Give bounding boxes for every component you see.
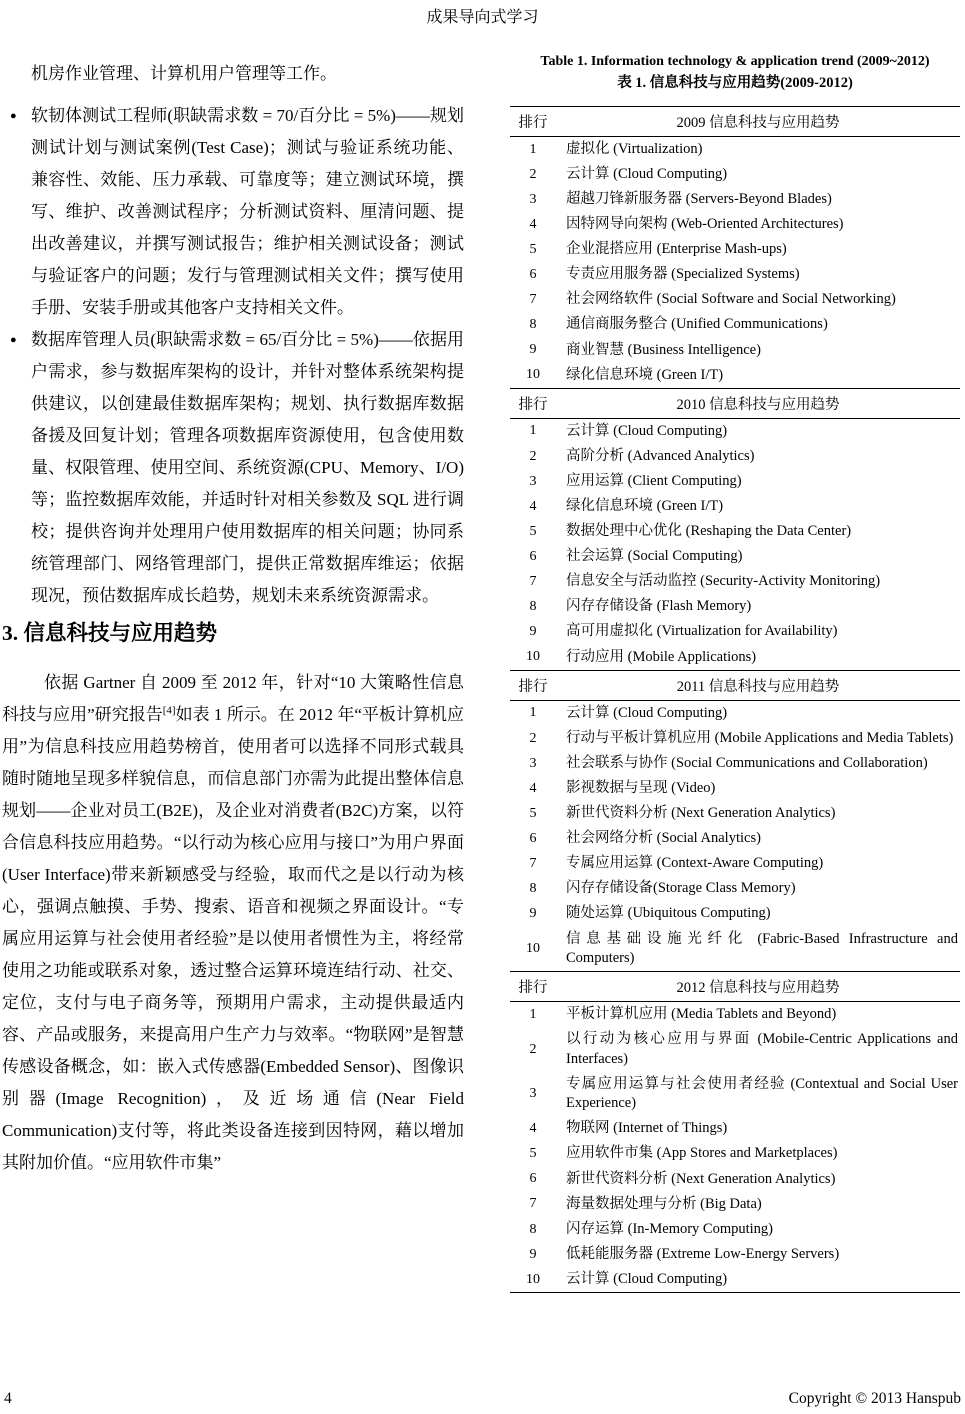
trend-cell: 社会网络分析 (Social Analytics): [566, 830, 761, 847]
rank-cell: 9: [529, 342, 537, 358]
rank-cell: 9: [529, 624, 537, 640]
table-section-header-row: [510, 107, 960, 137]
rank-cell: 9: [529, 1246, 537, 1262]
table-row: [510, 444, 960, 469]
table-row: [510, 1217, 960, 1242]
trend-table-section-2010: [510, 388, 960, 670]
table-row: [510, 1142, 960, 1167]
rank-cell: 5: [529, 523, 537, 539]
rank-column-header: 排行: [518, 115, 548, 131]
trend-cell: 行动应用 (Mobile Applications): [566, 648, 757, 665]
year-column-header: 2012 信息科技与应用趋势: [676, 980, 840, 997]
table-section-header-row: [510, 972, 960, 1002]
table-row: [510, 469, 960, 494]
table-row: [510, 851, 960, 876]
rank-cell: 10: [526, 367, 540, 383]
citation-marker: [4]: [162, 704, 176, 717]
trend-cell: 专属应用运算 (Context-Aware Computing): [566, 855, 824, 872]
trend-cell: 海量数据处理与分析 (Big Data): [566, 1195, 762, 1212]
list-item: [2, 324, 464, 612]
trend-cell: 新世代资料分析 (Next Generation Analytics): [566, 1170, 836, 1187]
table-row: [510, 645, 960, 670]
table-row: [510, 1192, 960, 1217]
rank-cell: 1: [529, 423, 537, 439]
rank-cell: 3: [529, 191, 537, 207]
continuation-paragraph: 机房作业管理、计算机用户管理等工作。: [31, 64, 337, 83]
year-column-header: 2010 信息科技与应用趋势: [676, 396, 840, 413]
table-row: [510, 595, 960, 620]
running-head-title: 成果导向式学习: [426, 9, 539, 26]
trend-cell: 应用运算 (Client Computing): [566, 472, 742, 489]
table-row: [510, 877, 960, 902]
trend-cell: 云计算 (Cloud Computing): [566, 165, 728, 182]
trend-cell: 云计算 (Cloud Computing): [566, 422, 728, 439]
rank-cell: 5: [529, 805, 537, 821]
rank-cell: 1: [529, 705, 537, 721]
table-row: [510, 363, 960, 388]
trend-cell: 社会运算 (Social Computing): [566, 548, 743, 565]
trend-cell: 超越刀锋新服务器 (Servers-Beyond Blades): [566, 190, 832, 207]
table-row: [510, 1267, 960, 1292]
table-row: [510, 418, 960, 444]
bullet-list: [2, 100, 464, 612]
trend-cell: 随处运算 (Ubiquitous Computing): [566, 905, 771, 922]
table-row: [510, 519, 960, 544]
trend-cell: 应用软件市集 (App Stores and Marketplaces): [566, 1145, 838, 1162]
trend-table-section-2011: [510, 670, 960, 971]
table-row: [510, 1167, 960, 1192]
trend-cell: 闪存存储设备(Storage Class Memory): [566, 880, 796, 897]
rank-cell: 1: [529, 141, 537, 157]
table-row: [510, 137, 960, 163]
rank-cell: 8: [529, 317, 537, 333]
rank-column-header: 排行: [518, 396, 548, 413]
rank-column-header: 排行: [518, 980, 548, 997]
rank-cell: 2: [529, 166, 537, 182]
table-section-header-row: [510, 670, 960, 700]
bullet-icon: ●: [10, 110, 17, 122]
table-row: [510, 1072, 960, 1117]
trend-cell: 商业智慧 (Business Intelligence): [566, 341, 761, 358]
table-row: [510, 776, 960, 801]
trend-cell: 云计算 (Cloud Computing): [566, 1270, 728, 1287]
copyright-notice: Copyright © 2013 Hanspub: [788, 1390, 961, 1407]
rank-cell: 2: [529, 730, 537, 746]
table-row: [510, 620, 960, 645]
table-row: [510, 1242, 960, 1267]
table-row: [510, 237, 960, 262]
right-column: [510, 52, 960, 1293]
rank-cell: 9: [529, 906, 537, 922]
trend-cell: 虚拟化 (Virtualization): [566, 140, 703, 157]
rank-cell: 7: [529, 1196, 537, 1212]
table-row: [510, 544, 960, 569]
paragraph-text: 依据 Gartner 自 2009 至 2012 年，针对“10 大策略性信息科技与应用”研究报告: [2, 673, 464, 724]
trend-cell: 影视数据与呈现 (Video): [566, 779, 716, 796]
rank-cell: 2: [529, 1041, 537, 1057]
trend-table-section-2012: [510, 971, 960, 1292]
table-row: [510, 801, 960, 826]
rank-cell: 1: [529, 1006, 537, 1022]
rank-cell: 5: [529, 1146, 537, 1162]
trend-cell: 闪存存储设备 (Flash Memory): [566, 598, 752, 615]
bullet-icon: ●: [10, 334, 17, 346]
trend-cell: 社会网络软件 (Social Software and Social Networking): [566, 291, 896, 308]
list-item-text: 数据库管理人员(职缺需求数 = 65/百分比 = 5%)——依据用户需求，参与数据库架构的设计，并针对整体系统架构提供建议，以创建最佳数据库架构；规划、执行数据库数据备援及回复计划；管理各项数据库资源使用，包含使用数量、权限管理、使用空间、系统资源(CPU、Memory、I/O)等；监控数据库效能，并适时针对相关参数及 SQL 进行调校；提供咨询并处理用户使用数据库的相关问题；协同系统管理部门、网络管理部门，提供正常数据库维运；依据现况，预估数据库成长趋势，规划未来系统资源需求。: [31, 330, 464, 605]
rank-cell: 6: [529, 1171, 537, 1187]
rank-cell: 3: [529, 1086, 537, 1102]
table-section-header-row: [510, 388, 960, 418]
rank-cell: 6: [529, 548, 537, 564]
trend-cell: 数据处理中心优化 (Reshaping the Data Center): [566, 523, 852, 540]
table-row: [510, 826, 960, 851]
table-row: [510, 288, 960, 313]
table-row: [510, 700, 960, 726]
paragraph-text: 如表 1 所示。在 2012 年“平板计算机应用”为信息科技应用趋势榜首，使用者可以选择不同形式载具随时随地呈现多样貌信息，而信息部门亦需为此提出整体信息规划——企业对员工(B2E)，及企业对消费者(B2C)方案，以符合信息科技应用趋势。“以行动为核心应用与接口”为用户界面(User Interface)带来新颖感受与经验，取而代之是以行动为核心，强调点触摸、手势、搜索、语音和视频之界面设计。“专属应用运算与社会使用者经验”是以使用者惯性为主，将经常使用之功能或联系对象，透过整合运算环境连结行动、社交、定位，支付与电子商务等，预期用户需求，主动提供最适内容、产品或服务，来提高用户生产力与效率。“物联网”是智慧传感设备概念，如：嵌入式传感器(Embedded Sensor)、图像识别器(Image Recognition)，及近场通信(Near Field Communication)支付等，将此类设备连接到因特网，藉以增加其附加价值。“应用软件市集”: [2, 705, 465, 1172]
table-caption-zh: 表 1. 信息科技与应用趋势(2009-2012): [617, 75, 853, 91]
rank-cell: 6: [529, 267, 537, 283]
rank-cell: 7: [529, 292, 537, 308]
trend-cell: 低耗能服务器 (Extreme Low-Energy Servers): [566, 1245, 840, 1262]
table-row: [510, 751, 960, 776]
rank-cell: 7: [529, 574, 537, 590]
trend-cell: 行动与平板计算机应用 (Mobile Applications and Media Tablets): [566, 729, 954, 746]
page-number: 4: [4, 1390, 12, 1407]
trend-cell: 专属应用运算与社会使用者经验 (Contextual and Social User Experience): [566, 1075, 958, 1112]
rank-cell: 5: [529, 241, 537, 257]
table-caption-en: Table 1. Information technology & application trend (2009~2012): [540, 54, 930, 69]
rank-cell: 3: [529, 755, 537, 771]
table-row: [510, 338, 960, 363]
rank-cell: 10: [526, 941, 540, 957]
trend-table: [510, 106, 960, 1293]
body-paragraph: [2, 667, 464, 1179]
trend-cell: 信息基础设施光纤化 (Fabric-Based Infrastructure and Computers): [566, 930, 958, 967]
rank-cell: 4: [529, 780, 537, 796]
trend-cell: 云计算 (Cloud Computing): [566, 704, 728, 721]
trend-cell: 新世代资料分析 (Next Generation Analytics): [566, 805, 836, 822]
rank-cell: 3: [529, 473, 537, 489]
trend-cell: 闪存运算 (In-Memory Computing): [566, 1220, 774, 1237]
trend-cell: 因特网导向架构 (Web-Oriented Architectures): [566, 216, 844, 233]
trend-cell: 物联网 (Internet of Things): [566, 1120, 728, 1137]
trend-cell: 专责应用服务器 (Specialized Systems): [566, 266, 800, 283]
rank-cell: 8: [529, 1221, 537, 1237]
rank-cell: 10: [526, 649, 540, 665]
list-item-text: 软韧体测试工程师(职缺需求数 = 70/百分比 = 5%)——规划测试计划与测试案例(Test Case)；测试与验证系统功能、兼容性、效能、压力承载、可靠度等；建立测试环境，撰写、维护、改善测试程序；分析测试资料、厘清问题、提出改善建议，并撰写测试报告；维护相关测试设备；测试与验证客户的问题；发行与管理测试相关文件；撰写使用手册、安装手册或其他客户支持相关文件。: [31, 106, 464, 317]
trend-cell: 绿化信息环境 (Green I/T): [566, 498, 724, 515]
section-heading: 3. 信息科技与应用趋势: [2, 621, 218, 645]
table-row: [510, 726, 960, 751]
rank-cell: 6: [529, 830, 537, 846]
table-row: [510, 927, 960, 972]
trend-cell: 高阶分析 (Advanced Analytics): [566, 447, 755, 464]
trend-cell: 以行动为核心应用与界面 (Mobile-Centric Applications and Interfaces): [566, 1031, 958, 1067]
trend-cell: 平板计算机应用 (Media Tablets and Beyond): [566, 1006, 837, 1023]
table-row: [510, 1027, 960, 1072]
table-row: [510, 902, 960, 927]
table-row: [510, 262, 960, 287]
rank-cell: 7: [529, 855, 537, 871]
table-row: [510, 1117, 960, 1142]
table-row: [510, 187, 960, 212]
table-row: [510, 313, 960, 338]
table-row: [510, 162, 960, 187]
rank-column-header: 排行: [518, 678, 548, 695]
trend-cell: 社会联系与协作 (Social Communications and Collaboration): [566, 754, 928, 771]
rank-cell: 8: [529, 599, 537, 615]
trend-cell: 绿化信息环境 (Green I/T): [566, 366, 724, 383]
rank-cell: 2: [529, 448, 537, 464]
rank-cell: 4: [529, 1121, 537, 1137]
list-item: [2, 100, 464, 324]
trend-cell: 企业混搭应用 (Enterprise Mash-ups): [566, 241, 787, 258]
rank-cell: 4: [529, 498, 537, 514]
left-column: [2, 58, 464, 1179]
table-row: [510, 494, 960, 519]
trend-cell: 通信商服务整合 (Unified Communications): [566, 316, 828, 333]
rank-cell: 10: [526, 1271, 540, 1287]
rank-cell: 8: [529, 881, 537, 897]
trend-table-section-2009: [510, 106, 960, 388]
year-column-header: 2009 信息科技与应用趋势: [676, 115, 840, 131]
table-row: [510, 570, 960, 595]
rank-cell: 4: [529, 216, 537, 232]
table-row: [510, 212, 960, 237]
table-row: [510, 1002, 960, 1028]
trend-cell: 信息安全与活动监控 (Security-Activity Monitoring): [566, 573, 881, 590]
year-column-header: 2011 信息科技与应用趋势: [676, 678, 840, 695]
trend-cell: 高可用虚拟化 (Virtualization for Availability): [566, 623, 838, 640]
